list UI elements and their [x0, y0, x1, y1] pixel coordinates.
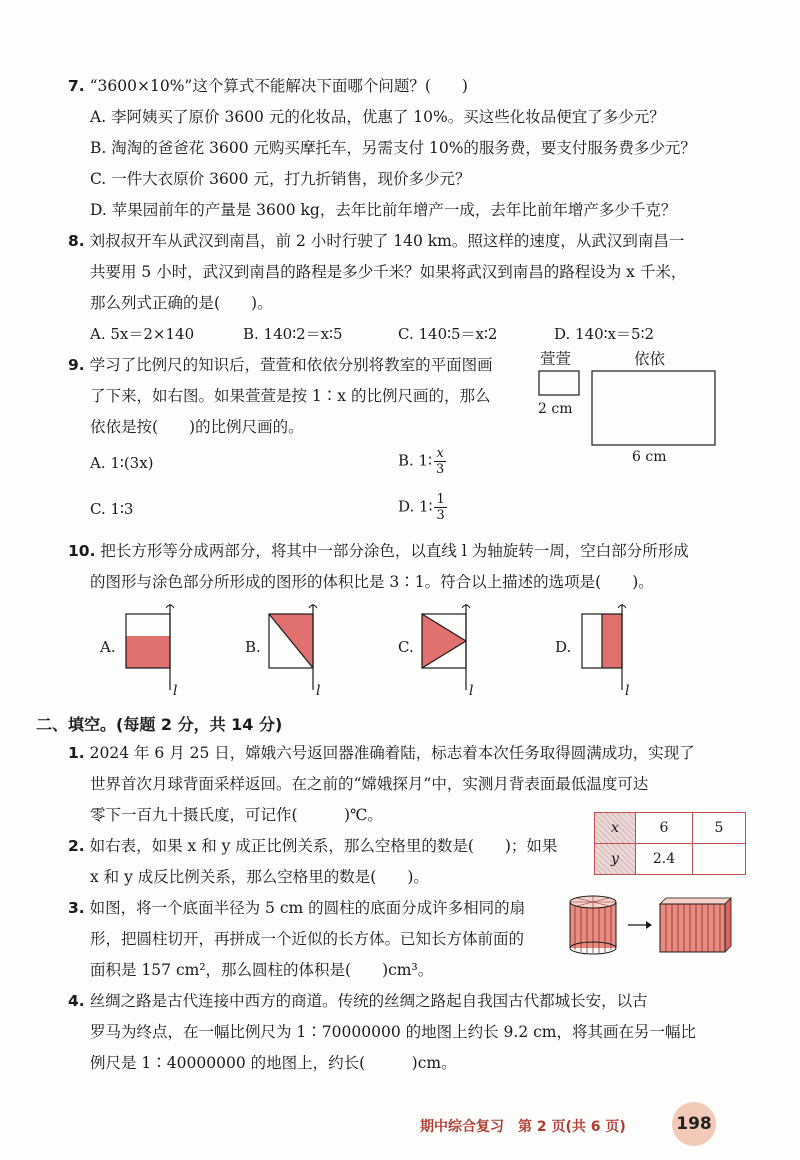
q10-label-d: D. — [555, 638, 572, 656]
q8-option-a: A. 5x＝2×140 — [90, 325, 195, 343]
q9-option-d: D. 1∶ $\frac{1}{3}$ — [398, 492, 445, 523]
q10-axis-b: l — [316, 683, 321, 699]
q7-stem: 7. “3600×10%”这个算式不能解决下面哪个问题？( ) — [68, 77, 468, 95]
table-cell: 2.4 — [636, 844, 693, 875]
f1-line1: 1. 2024 年 6 月 25 日，嫦娥六号返回器准确着陆，标志着本次任务取得圆满成功，实现了 — [68, 744, 695, 762]
q7-option-d: D. 苹果园前年的产量是 3600 kg，去年比前年增产一成，去年比前年增产多少千克？ — [90, 201, 677, 219]
f3-line2: 形，把圆柱切开，再拼成一个近似的长方体。已知长方体前面的 — [90, 930, 525, 948]
f3-line1: 3. 如图，将一个底面半径为 5 cm 的圆柱的底面分成许多相同的扇 — [68, 899, 526, 917]
shaded-part — [422, 614, 466, 668]
q10-figure-b — [263, 598, 333, 694]
f2-line2: x 和 y 成反比例关系，那么空格里的数是( )。 — [90, 868, 429, 886]
q8-option-b: B. 140∶2＝x∶5 — [243, 325, 343, 343]
f2-line1: 2. 如右表，如果 x 和 y 成正比例关系，那么空格里的数是( )；如果 — [68, 837, 558, 855]
q9-line2: 了下来，如右图。如果萱萱是按 1∶x 的比例尺画的，那么 — [90, 387, 491, 405]
fig-big-dim: 6 cm — [632, 449, 667, 465]
small-rectangle — [539, 371, 579, 395]
q9-line3: 依依是按( )的比例尺画的。 — [90, 418, 304, 436]
q10-axis-d: l — [625, 683, 630, 699]
q10-axis-c: l — [469, 683, 474, 699]
q9-line1: 9. 学习了比例尺的知识后，萱萱和依依分别将教室的平面图画 — [68, 356, 493, 374]
shaded-part — [126, 636, 170, 668]
section-title: 二、填空。(每题 2 分，共 14 分) — [36, 715, 283, 734]
q10-line2: 的图形与涂色部分所形成的图形的体积比是 3∶1。符合以上描述的选项是( )。 — [90, 573, 654, 591]
q10-label-a: A. — [100, 638, 116, 656]
fig-label-yiyi: 依依 — [634, 350, 666, 368]
f4-line1: 4. 丝绸之路是古代连接中西方的商道。传统的丝绸之路起自我国古代都城长安，以古 — [68, 992, 648, 1010]
q10-figure-d — [578, 598, 648, 694]
xy-table — [594, 812, 746, 875]
q9-option-c: C. 1∶3 — [90, 500, 134, 518]
page-number-badge: 198 — [672, 1102, 716, 1146]
q7-option-a: A. 李阿姨买了原价 3600 元的化妆品，优惠了 10%。买这些化妆品便宜了多少元？ — [90, 108, 665, 126]
footer-text: 期中综合复习 第 2 页(共 6 页) — [420, 1119, 626, 1135]
f3-figure — [566, 890, 736, 962]
q7-option-c: C. 一件大衣原价 3600 元，打九折销售，现价多少元？ — [90, 170, 471, 188]
q10-label-c: C. — [398, 638, 414, 656]
big-rectangle — [592, 371, 715, 445]
shaded-part — [602, 614, 622, 668]
q8-option-c: C. 140∶5＝x∶2 — [398, 325, 498, 343]
f4-line2: 罗马为终点，在一幅比例尺为 1∶70000000 的地图上约长 9.2 cm，将其画在另一幅比 — [90, 1023, 696, 1041]
f1-line2: 世界首次月球背面采样返回。在之前的“嫦娥探月”中，实测月背表面最低温度可达 — [90, 775, 649, 793]
q8-option-d: D. 140∶x＝5∶2 — [554, 325, 655, 343]
q10-label-b: B. — [245, 638, 261, 656]
q7-option-b: B. 淘淘的爸爸花 3600 元购买摩托车，另需支付 10%的服务费，要支付服务费多少元？ — [90, 139, 696, 157]
q8-line2: 共要用 5 小时，武汉到南昌的路程是多少千米？如果将武汉到南昌的路程设为 x 千米， — [90, 263, 687, 281]
fig-small-dim: 2 cm — [538, 401, 573, 417]
q10-figure-a — [120, 598, 190, 694]
table-cell: 6 — [636, 813, 693, 844]
q8-line1: 8. 刘叔叔开车从武汉到南昌，前 2 小时行驶了 140 km。照这样的速度，从武汉到南昌一 — [68, 232, 685, 250]
q8-line3: 那么列式正确的是( )。 — [90, 294, 273, 312]
q9-option-a: A. 1∶(3x) — [90, 454, 154, 472]
cuboid — [660, 904, 725, 952]
table-cell: y — [595, 844, 636, 875]
f4-line3: 例尺是 1∶40000000 的地图上，约长( )cm。 — [90, 1054, 457, 1072]
f1-line3: 零下一百九十摄氏度，可记作( )℃。 — [90, 806, 383, 824]
table-cell-blank — [693, 844, 746, 875]
q10-line1: 10. 把长方形等分成两部分，将其中一部分涂色，以直线 l 为轴旋转一周，空白部分所形成 — [68, 542, 689, 560]
q9-option-b: B. 1∶ $\frac{x}{3}$ — [398, 446, 445, 477]
table-cell: x — [595, 813, 636, 844]
f3-line3: 面积是 157 cm²，那么圆柱的体积是( )cm³。 — [90, 961, 434, 979]
fig-label-xuanxuan: 萱萱 — [540, 350, 572, 368]
table-cell: 5 — [693, 813, 746, 844]
q10-figure-c — [416, 598, 486, 694]
q10-axis-a: l — [173, 683, 178, 699]
